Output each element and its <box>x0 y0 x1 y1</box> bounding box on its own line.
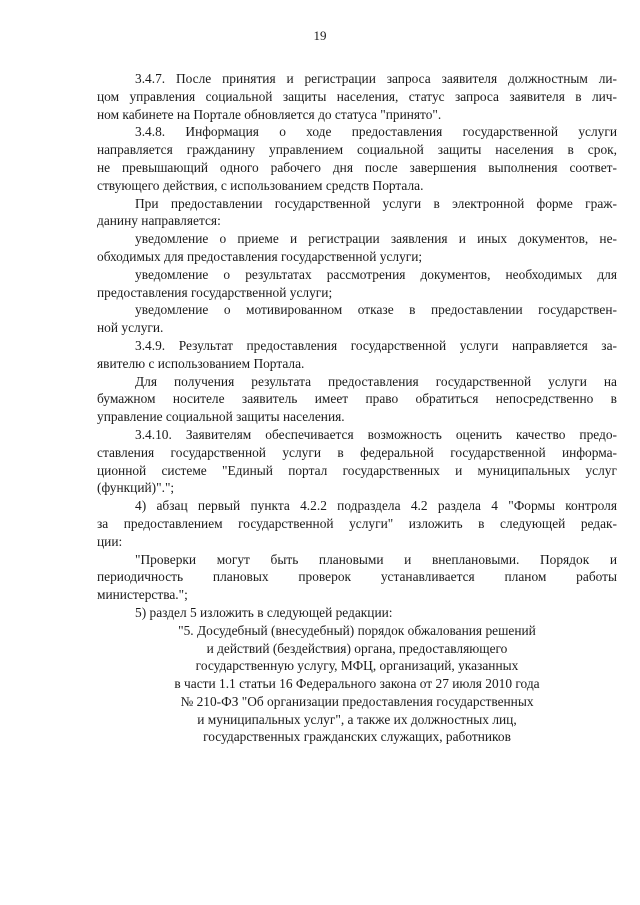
text-line: 3.4.7. После принятия и регистрации запроса заявителя должностным ли- <box>135 71 617 86</box>
text-line: "Проверки могут быть плановыми и внеплановыми. Порядок и <box>135 551 617 567</box>
text-line: ствующего действия, с использованием средств Портала. <box>97 177 424 193</box>
text-line: При предоставлении государственной услуги в электронной форме граж- <box>135 195 617 211</box>
section-heading-line: государственную услугу, МФЦ, организаций, указанных <box>195 658 519 674</box>
page-number: 19 <box>313 28 327 43</box>
text-line: 3.4.9. Результат предоставления государственной услуги направляется за- <box>135 337 617 353</box>
section-heading-line: № 210-ФЗ "Об организации предоставления государственных <box>180 693 534 709</box>
text-line: бумажном носителе заявитель имеет право обратиться непосредственно в <box>97 391 617 407</box>
text-line: предоставления государственной услуги; <box>97 284 333 300</box>
text-line: данину направляется: <box>97 213 221 229</box>
text-line: направляется гражданину управлением социальной защиты населения в срок, <box>97 142 617 158</box>
text-line: за предоставлением государственной услуги" изложить в следующей редак- <box>97 515 617 531</box>
section-heading-line: государственных гражданских служащих, работников <box>203 729 511 745</box>
text-line: не превышающий одного рабочего дня после завершения выполнения соответ- <box>97 159 617 175</box>
text-line: обходимых для предоставления государственной услуги; <box>97 248 423 264</box>
text-line: 5) раздел 5 изложить в следующей редакции: <box>135 604 393 620</box>
text-line: периодичность плановых проверок устанавливается планом работы <box>97 569 617 585</box>
text-line: уведомление о результатах рассмотрения документов, необходимых для <box>135 266 617 282</box>
text-line: ставления государственной услуги в федеральной государственной информа- <box>97 444 617 460</box>
text-line: 4) абзац первый пункта 4.2.2 подраздела 4.2 раздела 4 "Формы контроля <box>135 498 617 514</box>
section-heading-line: "5. Досудебный (внесудебный) порядок обжалования решений <box>178 622 536 638</box>
text-line: ционной системе "Единый портал государственных и муниципальных услуг <box>97 462 617 478</box>
text-line: Для получения результата предоставления государственной услуги на <box>135 373 617 389</box>
text-line: 3.4.10. Заявителям обеспечивается возможность оценить качество предо- <box>135 426 617 442</box>
section-heading-line: и муниципальных услуг", а также их должностных лиц, <box>197 711 517 727</box>
section-heading-line: и действий (бездействия) органа, предоставляющего <box>206 640 508 656</box>
text-line: явителю с использованием Портала. <box>97 355 305 371</box>
text-line: управление социальной защиты населения. <box>97 409 345 425</box>
text-line: (функций)"."; <box>97 480 175 496</box>
text-line: ном кабинете на Портале обновляется до статуса "принято". <box>97 106 442 122</box>
text-line: министерства."; <box>97 587 188 603</box>
document-body <box>97 70 617 746</box>
text-line: уведомление о мотивированном отказе в предоставлении государствен- <box>135 302 617 318</box>
text-line: уведомление о приеме и регистрации заявления и иных документов, не- <box>135 231 617 247</box>
text-line: цом управления социальной защиты населения, статус запроса заявителя в лич- <box>97 88 617 104</box>
section-heading-line: в части 1.1 статьи 16 Федерального закона от 27 июля 2010 года <box>174 676 540 692</box>
text-line: ции: <box>97 533 123 549</box>
text-line: 3.4.8. Информация о ходе предоставления государственной услуги <box>135 124 617 140</box>
text-line: ной услуги. <box>97 320 164 336</box>
